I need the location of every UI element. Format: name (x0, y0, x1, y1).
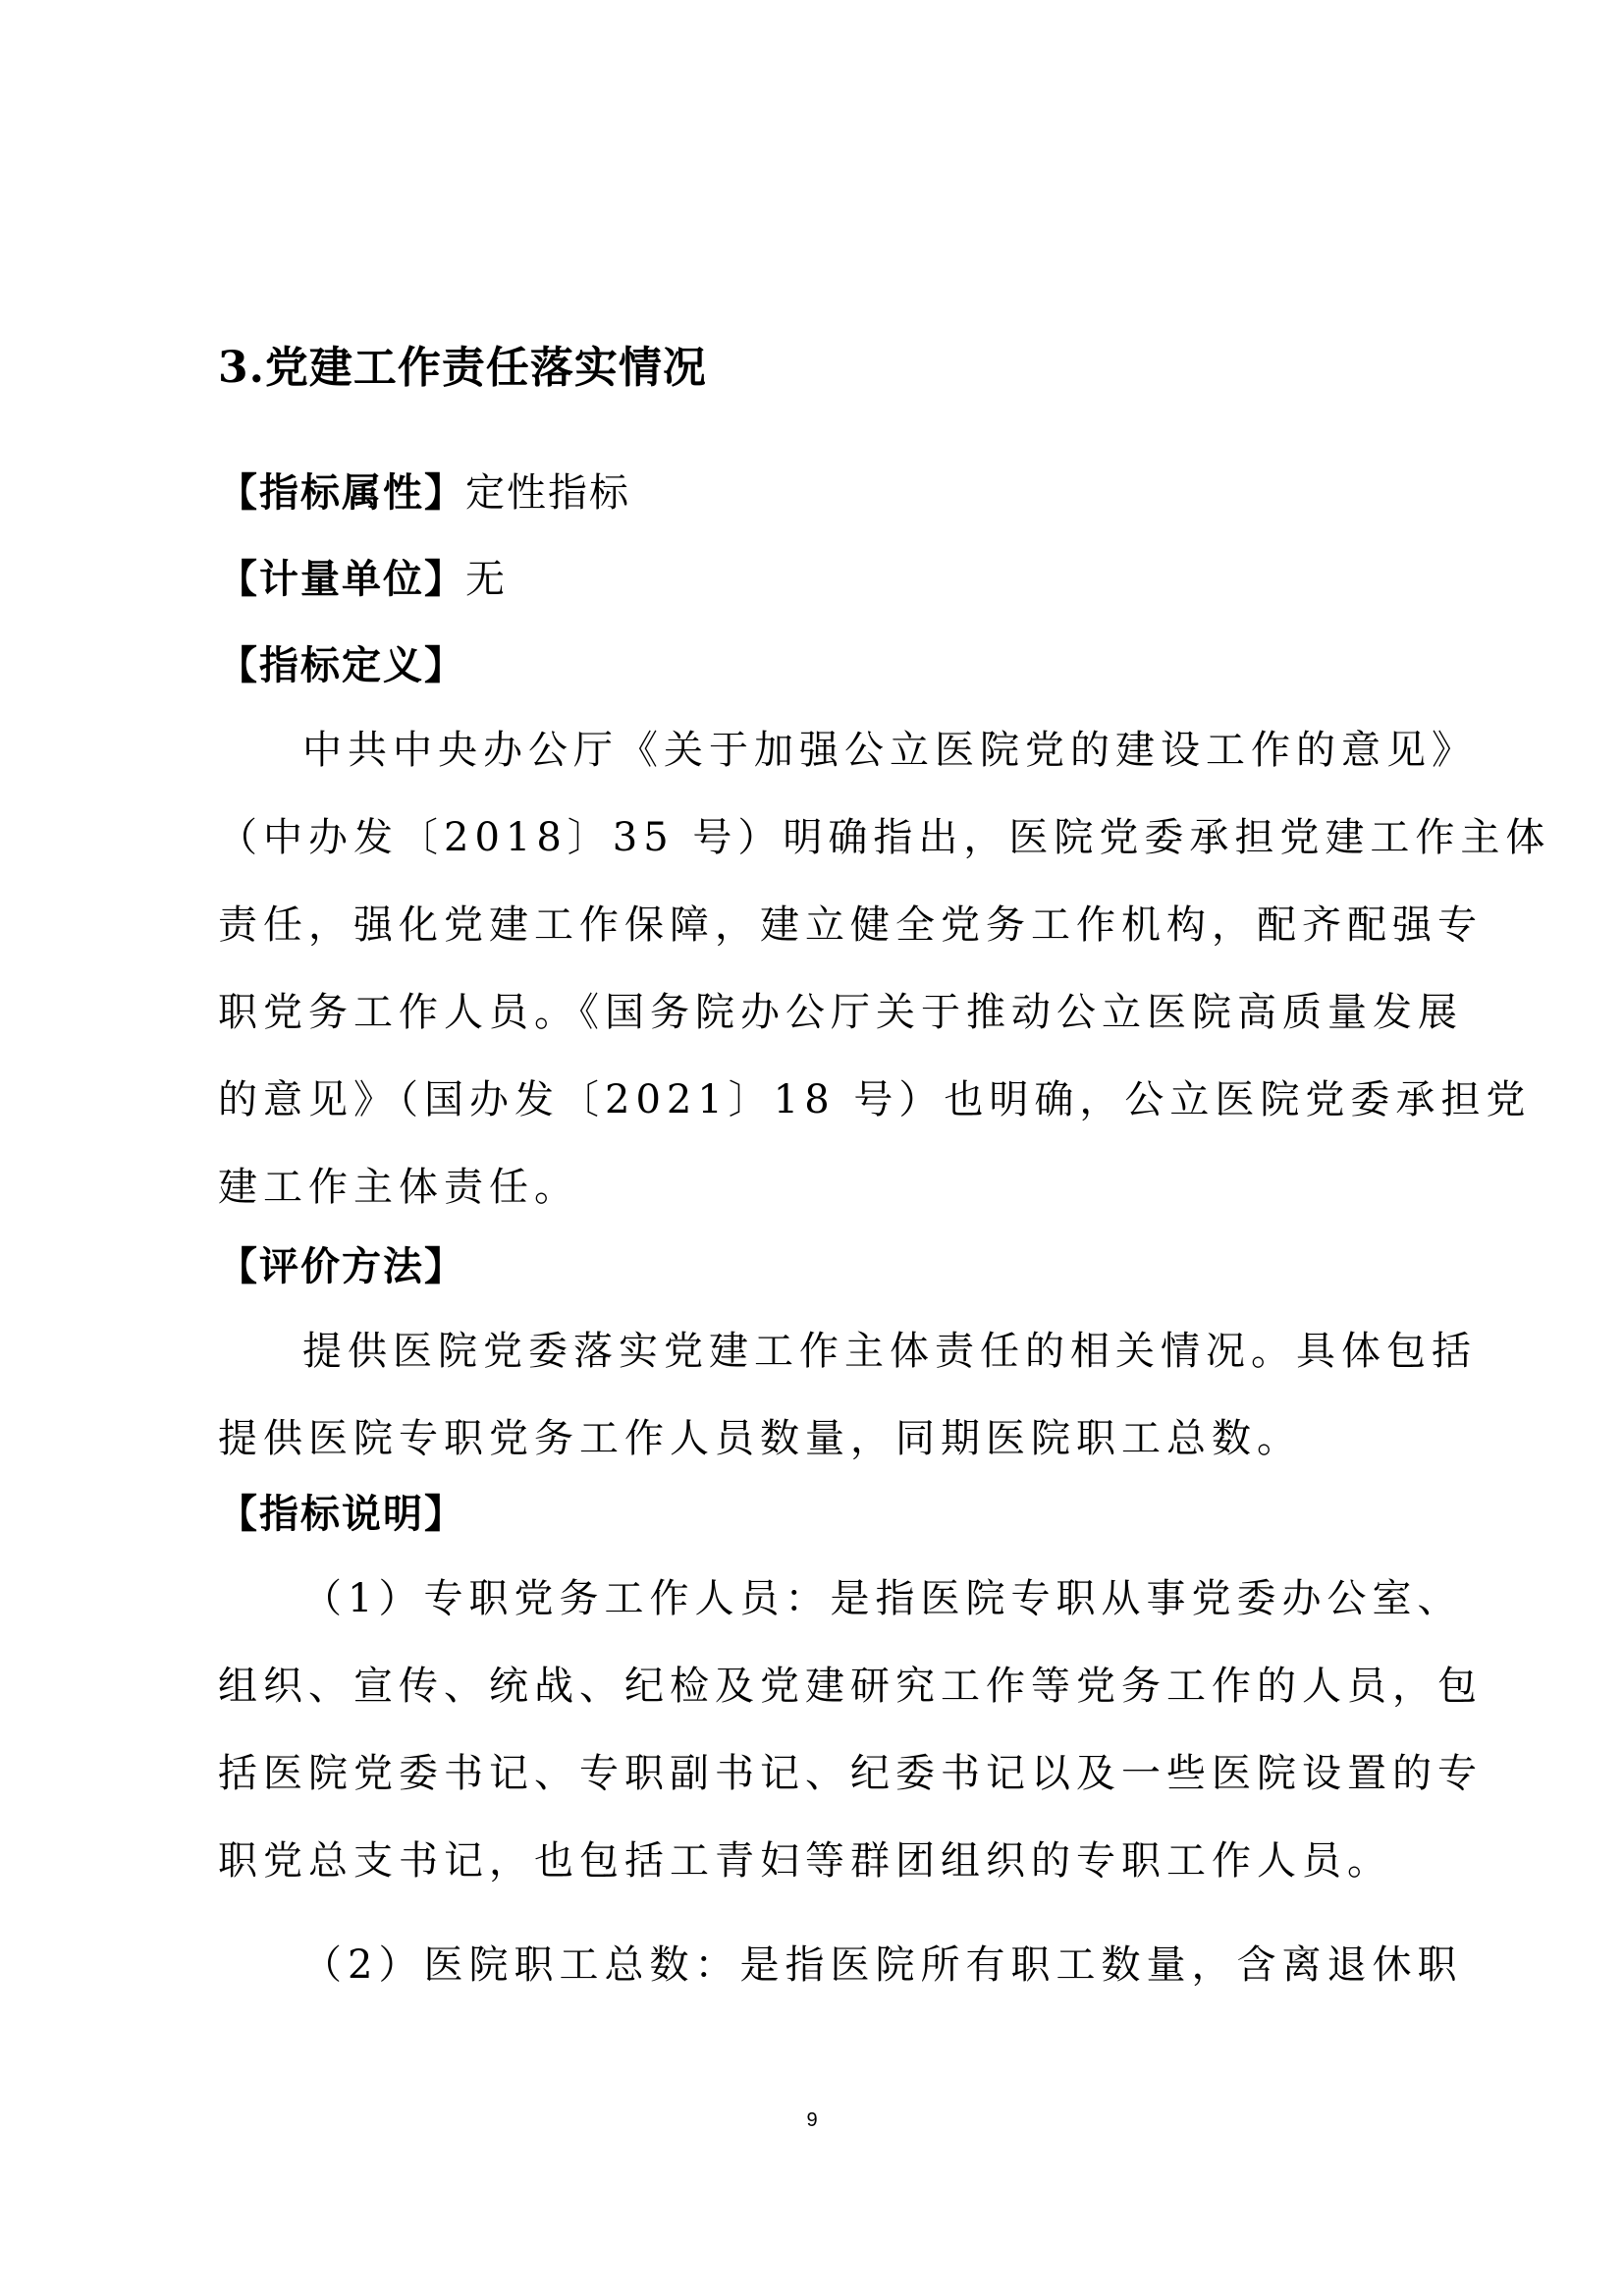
explanation-line: 职党总支书记，也包括工青妇等群团组织的专职工作人员。 (218, 1838, 1392, 1884)
page-number: 9 (806, 2109, 818, 2131)
indicator-attribute (218, 462, 630, 518)
definition-paragraph (218, 707, 1551, 1231)
explanation-line: 组织、宣传、统战、纪检及党建研究工作等党务工作的人员，包 (218, 1664, 1483, 1709)
definition-line: 中共中央办公厅《关于加强公立医院党的建设工作的意见》 (302, 728, 1477, 773)
indicator-attribute-value: 定性指标 (465, 470, 630, 516)
method-paragraph (218, 1308, 1477, 1483)
measurement-unit (218, 548, 507, 604)
definition-label: 【指标定义】 (218, 642, 465, 688)
definition-line: 建工作主体责任。 (218, 1165, 579, 1210)
definition-line: 责任，强化党建工作保障，建立健全党务工作机构，配齐配强专 (218, 902, 1483, 948)
section-heading: 3.党建工作责任落实情况 (218, 343, 707, 393)
explanation-item-2 (218, 1922, 1463, 2009)
measurement-unit-label: 【计量单位】 (218, 556, 465, 602)
method-label: 【评价方法】 (218, 1243, 465, 1289)
measurement-unit-value: 无 (465, 557, 507, 602)
definition-line: 职党务工作人员。《国务院办公厅关于推动公立医院高质量发展 (218, 990, 1463, 1035)
method-line: 提供医院专职党务工作人员数量，同期医院职工总数。 (218, 1416, 1302, 1461)
explanation-line: （2）医院职工总数：是指医院所有职工数量，含离退休职 (302, 1942, 1463, 1988)
explanation-line: （1）专职党务工作人员：是指医院专职从事党委办公室、 (302, 1576, 1463, 1621)
method-line: 提供医院党委落实党建工作主体责任的相关情况。具体包括 (302, 1329, 1477, 1374)
indicator-attribute-label: 【指标属性】 (218, 469, 465, 516)
explanation-item-1 (218, 1556, 1483, 1905)
explanation-label: 【指标说明】 (218, 1491, 465, 1537)
definition-line: （中办发〔2018〕35 号）明确指出，医院党委承担党建工作主体 (218, 815, 1551, 860)
definition-line: 的意见》（国办发〔2021〕18 号）也明确，公立医院党委承担党 (218, 1077, 1532, 1122)
explanation-line: 括医院党委书记、专职副书记、纪委书记以及一些医院设置的专 (218, 1751, 1483, 1796)
